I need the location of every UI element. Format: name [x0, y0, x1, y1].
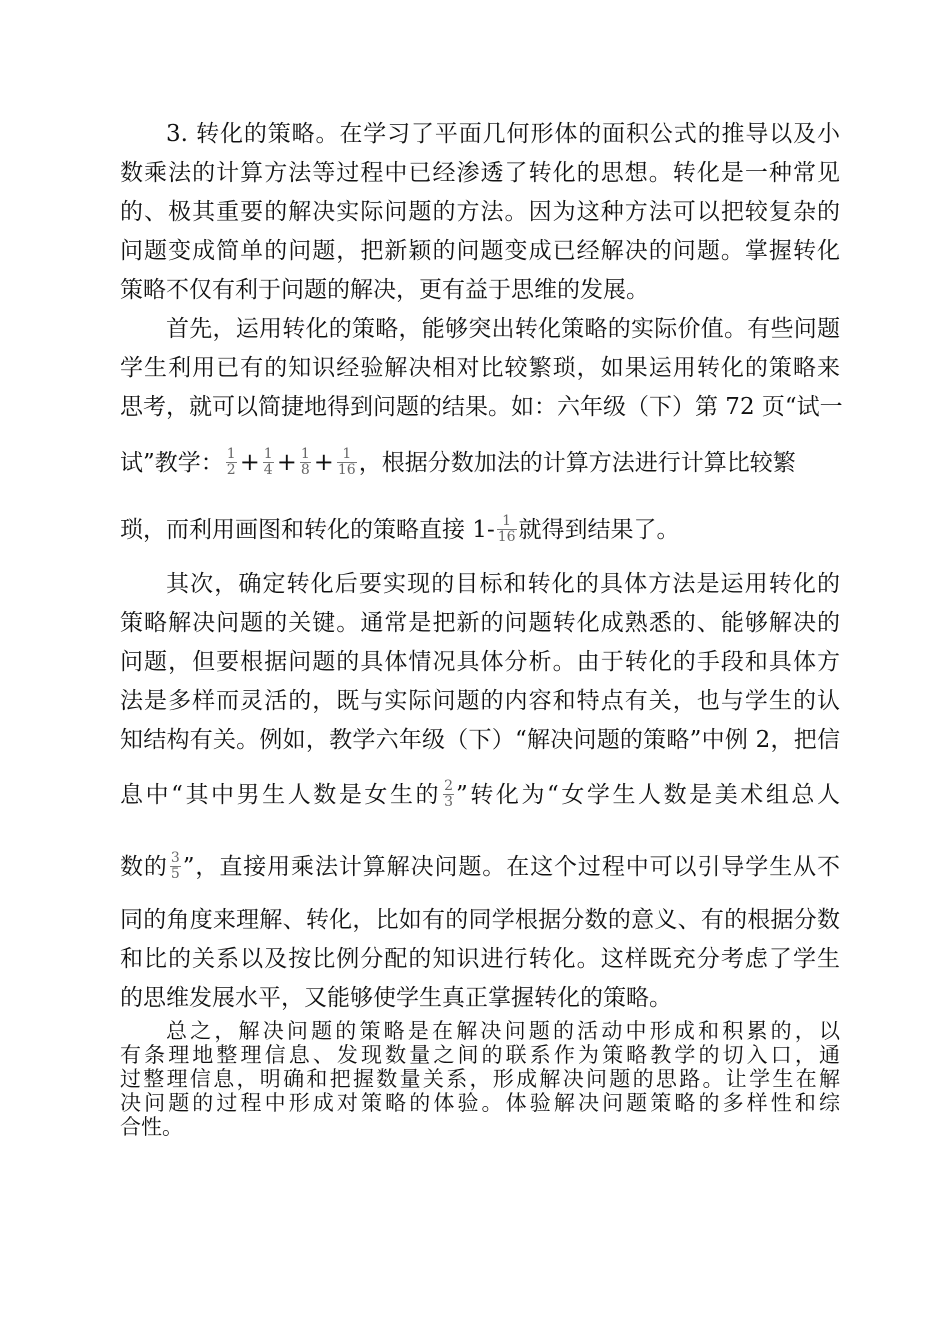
fraction: [443, 779, 454, 810]
formula-lead-text: 息中“其中男生人数是女生的: [120, 782, 442, 808]
paragraph-2-line: 思考，就可以简捷地得到问题的结果。如：六年级（下）第 72 页“试一: [120, 394, 843, 420]
paragraph-4-line: 决问题的过程中形成对策略的体验。体验解决问题策略的多样性和综: [120, 1091, 840, 1115]
paragraph-1-line: 问题变成简单的问题，把新颖的问题变成已经解决的问题。掌握转化: [120, 238, 840, 264]
fraction: [337, 447, 357, 478]
fraction-numerator: 3: [170, 849, 180, 866]
formula-tail-text: ，根据分数加法的计算方法进行计算比较繁: [358, 450, 796, 476]
paragraph-4-line: 总之，解决问题的策略是在解决问题的活动中形成和积累的，以: [166, 1019, 840, 1043]
fraction-denominator: 8: [300, 461, 310, 478]
paragraph-3-line: 和比的关系以及按比例分配的知识进行转化。这样既充分考虑了学生: [120, 946, 840, 972]
plus-sign: +: [313, 448, 334, 476]
fraction-numerator: 1: [263, 445, 273, 462]
paragraph-2-formula-line: [120, 514, 840, 547]
formula-tail-text: 就得到结果了。: [518, 517, 680, 543]
fraction-numerator: 2: [444, 777, 454, 794]
fraction-numerator: 1: [226, 445, 236, 462]
fraction-denominator: 16: [497, 528, 516, 545]
fraction-denominator: 16: [337, 461, 356, 478]
fraction-denominator: 2: [226, 461, 236, 478]
paragraph-4-line: 有条理地整理信息、发现数量之间的联系作为策略教学的切入口，通: [120, 1043, 840, 1067]
fraction-denominator: 5: [170, 865, 180, 882]
paragraph-3-line: 其次，确定转化后要实现的目标和转化的具体方法是运用转化的: [166, 571, 840, 597]
paragraph-4-line: 合性。: [120, 1115, 183, 1139]
paragraph-3-line: 同的角度来理解、转化，比如有的同学根据分数的意义、有的根据分数: [120, 907, 840, 933]
fraction-denominator: 3: [444, 793, 454, 810]
formula-lead-text: 试”教学：: [120, 450, 224, 476]
paragraph-1-line: 策略不仅有利于问题的解决，更有益于思维的发展。: [120, 277, 649, 303]
paragraph-3-line: 的思维发展水平，又能够使学生真正掌握转化的策略。: [120, 985, 672, 1011]
fraction: [263, 447, 274, 478]
fraction-denominator: 4: [263, 461, 273, 478]
formula-tail-text: ”，直接用乘法计算解决问题。在这个过程中可以引导学生从不: [182, 854, 841, 880]
fraction: [226, 447, 237, 478]
fraction-numerator: 1: [502, 512, 512, 529]
paragraph-3-line: 策略解决问题的关键。通常是把新的问题转化成熟悉的、能够解决的: [120, 610, 840, 636]
paragraph-1-line: 数乘法的计算方法等过程中已经渗透了转化的思想。转化是一种常见: [120, 160, 840, 186]
formula-lead-text: 数的: [120, 854, 168, 880]
fraction-numerator: 1: [342, 445, 352, 462]
paragraph-3-line: 知结构有关。例如，教学六年级（下）“解决问题的策略”中例 2，把信: [120, 727, 840, 753]
fraction: [300, 447, 311, 478]
paragraph-3-formula-line: [120, 779, 840, 812]
paragraph-2-line: 首先，运用转化的策略，能够突出转化策略的实际价值。有些问题: [166, 316, 840, 342]
paragraph-2-formula-line: [120, 446, 840, 480]
fraction: [497, 514, 517, 545]
fraction: [170, 851, 181, 882]
paragraph-4-line: 过整理信息，明确和把握数量关系，形成解决问题的思路。让学生在解: [120, 1067, 840, 1091]
plus-sign: +: [239, 448, 260, 476]
paragraph-3-line: 法是多样而灵活的，既与实际问题的内容和特点有关，也与学生的认: [120, 688, 840, 714]
formula-lead-text: 琐，而利用画图和转化的策略直接 1-: [120, 517, 495, 543]
paragraph-1-line: 3. 转化的策略。在学习了平面几何形体的面积公式的推导以及小: [166, 121, 840, 147]
plus-sign: +: [276, 448, 297, 476]
paragraph-3-line: 问题，但要根据问题的具体情况具体分析。由于转化的手段和具体方: [120, 649, 840, 675]
paragraph-1-line: 的、极其重要的解决实际问题的方法。因为这种方法可以把较复杂的: [120, 199, 840, 225]
fraction-numerator: 1: [300, 445, 310, 462]
formula-tail-text: ”转化为“女学生人数是美术组总人: [456, 782, 840, 808]
paragraph-3-formula-line: [120, 851, 840, 884]
paragraph-2-line: 学生利用已有的知识经验解决相对比较繁琐，如果运用转化的策略来: [120, 355, 840, 381]
